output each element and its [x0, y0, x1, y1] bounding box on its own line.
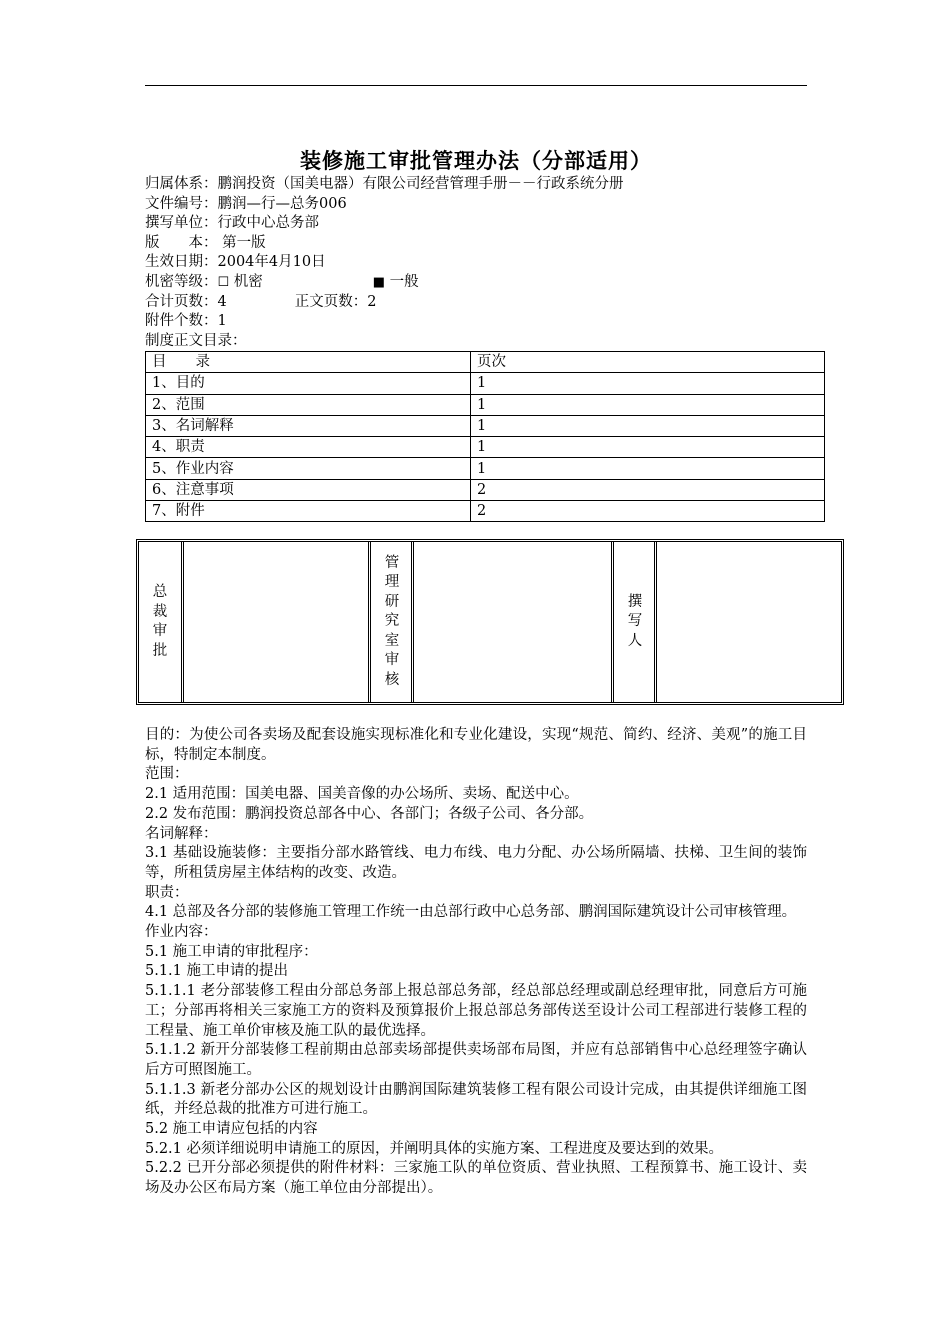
unchecked-box-icon: ☐: [217, 274, 230, 290]
paragraph: 5.1.1.1 老分部装修工程由分部总务部上报总部总务部，经总部总经理或副总经理审批，同意后方可施工；分部再将相关三家施工方的资料及预算报价上报总部总务部传送至设计公司工程部进行装修工程的工程量、施工单价审核及施工队的最优选择。: [145, 983, 807, 1039]
meta-secret-level: 机密等级：☐ 机密 ■ 一般: [145, 273, 419, 290]
document-meta: [145, 175, 825, 351]
paragraph: 2.2 发布范围：鹏润投资总部各中心、各部门；各级子公司、各分部。: [145, 805, 594, 822]
paragraph: 5.1 施工申请的审批程序：: [145, 943, 318, 960]
paragraph: 5.1.1 施工申请的提出: [145, 963, 289, 980]
divider: [654, 542, 657, 702]
meta-author-unit: 撰写单位：行政中心总务部: [145, 215, 319, 232]
toc-item: 6、注意事项: [146, 479, 471, 500]
paragraph: 5.1.1.2 新开分部装修工程前期由总部卖场部提供卖场部布局图，并应有总部销售中心总经理签字确认后方可照图施工。: [145, 1042, 807, 1078]
toc-page: 1: [471, 458, 825, 479]
toc-row: [146, 501, 825, 522]
meta-doc-no: 文件编号：鹏润—行—总务006: [145, 195, 347, 212]
toc-page: 1: [471, 415, 825, 436]
approval-table: [136, 539, 844, 705]
paragraph: 5.2.2 已开分部必须提供的附件材料：三家施工队的单位资质、营业执照、工程预算书、施工设计、卖场及办公区布局方案（施工单位由分部提出）。: [145, 1160, 807, 1197]
paragraph: 目的：为使公司各卖场及配套设施实现标准化和专业化建设，实现“规范、简约、经济、美观”的施工目标，特制定本制度。: [145, 727, 807, 763]
toc-row: [146, 437, 825, 458]
toc-item: 4、职责: [146, 437, 471, 458]
mgmt-review-field: [415, 542, 611, 702]
divider: [368, 542, 371, 702]
meta-effective-date: 生效日期：2004年4月10日: [145, 254, 326, 271]
writer-field: [658, 542, 841, 702]
toc-item: 1、目的: [146, 373, 471, 394]
meta-version: 版 本： 第一版: [145, 234, 266, 251]
document-title: 装修施工审批管理办法（分部适用）: [300, 149, 652, 173]
paragraph: 2.1 适用范围：国美电器、国美音像的办公场所、卖场、配送中心。: [145, 786, 579, 803]
checked-box-icon: ■: [372, 274, 386, 290]
paragraph: 5.2 施工申请应包括的内容: [145, 1121, 318, 1138]
president-approval-field: [185, 542, 367, 702]
mgmt-review-label: 管理研究室审核: [384, 554, 400, 688]
divider: [181, 542, 184, 702]
meta-pages: 合计页数：4 正文页数：2: [145, 293, 377, 310]
paragraph: 3.1 基础设施装修：主要指分部水路管线、电力布线、电力分配、办公场所隔墙、扶梯、卫生间的装饰等，所租赁房屋主体结构的改变、改造。: [145, 845, 807, 881]
toc-header-cell: 页次: [471, 352, 825, 373]
toc-row: [146, 415, 825, 436]
toc-item: 7、附件: [146, 501, 471, 522]
meta-system: 归属体系：鹏润投资（国美电器）有限公司经营管理手册－－行政系统分册: [145, 176, 624, 192]
toc-page: 1: [471, 394, 825, 415]
paragraph: 5.2.1 必须详细说明申请施工的原因，并阐明具体的实施方案、工程进度及要达到的效果。: [145, 1140, 723, 1157]
paragraph: 作业内容：: [145, 924, 218, 941]
toc-item: 3、名词解释: [146, 415, 471, 436]
toc-page: 2: [471, 501, 825, 522]
toc-page: 1: [471, 437, 825, 458]
toc-header-row: [146, 352, 825, 373]
president-approval-label: 总裁审批: [152, 584, 168, 659]
toc-table: [145, 351, 825, 522]
writer-label: 撰写人: [627, 593, 643, 649]
header-rule: [145, 85, 807, 86]
paragraph: 名词解释：: [145, 825, 218, 842]
toc-row: [146, 458, 825, 479]
meta-attachments: 附件个数：1: [145, 313, 227, 330]
toc-item: 2、范围: [146, 394, 471, 415]
toc-row: [146, 394, 825, 415]
divider: [411, 542, 414, 702]
toc-page: 1: [471, 373, 825, 394]
meta-toc-label: 制度正文目录：: [145, 332, 247, 349]
toc-row: [146, 479, 825, 500]
paragraph: 4.1 总部及各分部的装修施工管理工作统一由总部行政中心总务部、鹏润国际建筑设计公司审核管理。: [145, 904, 797, 921]
divider: [611, 542, 614, 702]
toc-header-cell: 目 录: [146, 352, 471, 373]
toc-item: 5、作业内容: [146, 458, 471, 479]
paragraph: 5.1.1.3 新老分部办公区的规划设计由鹏润国际建筑装修工程有限公司设计完成，由其提供详细施工图纸，并经总裁的批准方可进行施工。: [145, 1081, 807, 1118]
paragraph: 职责：: [145, 884, 189, 901]
paragraph: 范围：: [145, 766, 189, 783]
document-body: [145, 726, 807, 1199]
toc-row: [146, 373, 825, 394]
toc-page: 2: [471, 479, 825, 500]
